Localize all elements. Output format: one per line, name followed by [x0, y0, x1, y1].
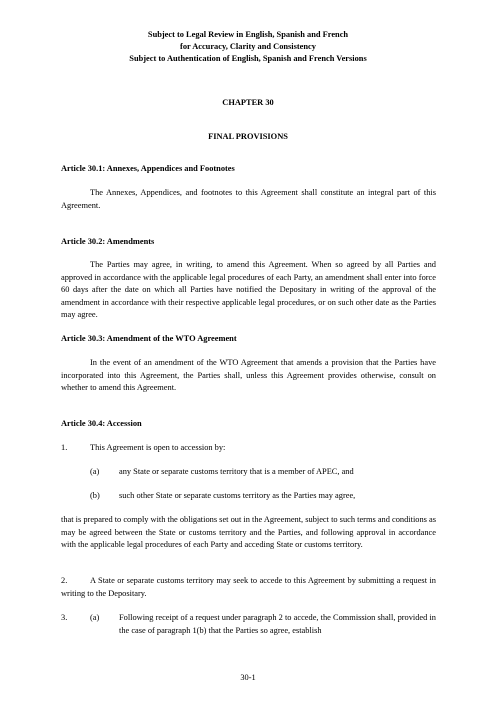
- article-30-2-text: The Parties may agree, in writing, to amend this Agreement. When so agreed by all Parties and approved in accordance with the applicable legal procedures of each Party, an amendment shall enter into force 60 days after the date on which all Parties have notified the Depositary in writing of the approval of the amendment in accordance with their respective applicable legal procedures, or on such other date as the Parties may agree.: [61, 260, 436, 319]
- article-30-4-heading: Article 30.4: Accession: [61, 419, 142, 428]
- item-a-text: any State or separate customs territory that is a member of APEC, and: [119, 467, 354, 476]
- item-b-text: such other State or separate customs territory as the Parties may agree,: [119, 491, 356, 500]
- chapter-number: CHAPTER 30: [222, 98, 274, 107]
- header-line-1: Subject to Legal Review in English, Spanish and French: [147, 30, 349, 39]
- article-30-2-heading: Article 30.2: Amendments: [61, 237, 155, 246]
- paragraph-3-item-label: (a): [90, 613, 100, 622]
- paragraph-2-number: 2.: [61, 576, 68, 585]
- paragraph-3-text: Following receipt of a request under paragraph 2 to accede, the Commission shall, provided in the case of paragraph 1(b) that the Parties so agree, establish: [119, 613, 436, 635]
- paragraph-1-text: This Agreement is open to accession by:: [90, 443, 226, 452]
- paragraph-1-continuation: that is prepared to comply with the obligations set out in the Agreement, subject to such terms and conditions as may be agreed between the State or customs territory and the Parties, and following approval in accordance with the applicable legal procedures of each Party and acceding State or customs territory.: [61, 515, 436, 549]
- article-30-3-text: In the event of an amendment of the WTO Agreement that amends a provision that the Parties have incorporated into this Agreement, the Parties shall, unless this Agreement provides otherwise, consult on whether to amend this Agreement.: [61, 358, 436, 392]
- review-header: [0, 29, 496, 65]
- item-a-label: (a): [90, 467, 100, 476]
- paragraph-1-number: 1.: [61, 443, 68, 452]
- chapter-title: FINAL PROVISIONS: [208, 132, 288, 141]
- paragraph-3-number: 3.: [61, 613, 68, 622]
- item-b-label: (b): [90, 491, 100, 500]
- header-line-2: for Accuracy, Clarity and Consistency: [180, 42, 316, 51]
- page-number: 30-1: [240, 673, 256, 682]
- article-30-1-text: The Annexes, Appendices, and footnotes to this Agreement shall constitute an integral part of this Agreement.: [61, 188, 436, 210]
- header-line-3: Subject to Authentication of English, Spanish and French Versions: [129, 54, 367, 63]
- article-30-1-heading: Article 30.1: Annexes, Appendices and Footnotes: [61, 164, 235, 173]
- article-30-3-heading: Article 30.3: Amendment of the WTO Agreement: [61, 334, 237, 343]
- paragraph-2: [61, 575, 436, 600]
- paragraph-2-text: A State or separate customs territory may seek to accede to this Agreement by submitting a request in writing to the Depositary.: [61, 576, 436, 598]
